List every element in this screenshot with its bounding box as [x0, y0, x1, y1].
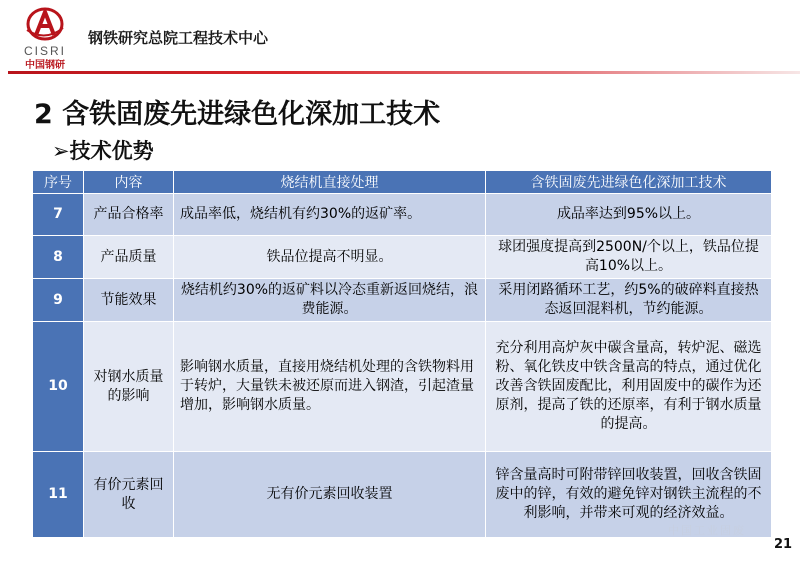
cisri-logo: [12, 6, 78, 71]
header-advanced: 含铁固废先进绿色化深加工技术: [486, 171, 772, 194]
row-number: 10: [33, 322, 84, 452]
row-advanced-cell: 锌含量高时可附带锌回收装置，回收含铁固废中的锌，有效的避免锌对钢铁主流程的不利影响，并带来可观的经济效益。: [486, 452, 772, 538]
row-advanced-cell: 成品率达到95%以上。: [486, 194, 772, 236]
row-number: 11: [33, 452, 84, 538]
row-advanced-cell: 采用闭路循环工艺，约5%的破碎料直接热态返回混料机，节约能源。: [486, 279, 772, 322]
row-item: 对钢水质量的影响: [84, 322, 174, 452]
logo-emblem-icon: [25, 6, 65, 44]
table-row: [33, 194, 772, 236]
row-item: 产品质量: [84, 236, 174, 279]
row-number: 7: [33, 194, 84, 236]
table-row: [33, 279, 772, 322]
row-sinter-cell: 烧结机约30%的返矿料以冷态重新返回烧结，浪费能源。: [174, 279, 486, 322]
row-sinter-cell: 铁品位提高不明显。: [174, 236, 486, 279]
row-sinter-cell: 成品率低，烧结机有约30%的返矿率。: [174, 194, 486, 236]
row-number: 9: [33, 279, 84, 322]
comparison-table: [32, 170, 772, 538]
header-divider: [8, 71, 800, 74]
row-number: 8: [33, 236, 84, 279]
row-item: 有价元素回收: [84, 452, 174, 538]
slide-subtitle: ➢技术优势: [52, 139, 154, 163]
logo-text: CISRI: [23, 44, 66, 58]
row-sinter-cell: 影响钢水质量，直接用烧结机处理的含铁物料用于转炉，大量铁未被还原而进入钢渣，引起渣量增加，影响钢水质量。: [174, 322, 486, 452]
table-row: [33, 452, 772, 538]
header-content: 内容: [84, 171, 174, 194]
row-item: 产品合格率: [84, 194, 174, 236]
row-item: 节能效果: [84, 279, 174, 322]
watermark-text: 中国工业固废: [668, 524, 746, 537]
row-advanced-cell: 充分利用高炉灰中碳含量高，转炉泥、磁选粉、氧化铁皮中铁含量高的特点，通过优化改善含铁固废配比，利用固废中的碳作为还原剂，提高了铁的还原率，有利于钢水质量的提高。: [486, 322, 772, 452]
table-row: [33, 322, 772, 452]
row-sinter-cell: 无有价元素回收装置: [174, 452, 486, 538]
page-number: 21: [774, 537, 793, 552]
row-advanced-cell: 球团强度提高到2500N/个以上，铁品位提高10%以上。: [486, 236, 772, 279]
logo-chinese-text: 中国钢研: [25, 60, 65, 71]
header-sinter: 烧结机直接处理: [174, 171, 486, 194]
table-row: [33, 236, 772, 279]
slide-title: 2 含铁固废先进绿色化深加工技术: [34, 99, 441, 130]
header-index: 序号: [33, 171, 84, 194]
table-header-row: [33, 171, 772, 194]
organization-name: 钢铁研究总院工程技术中心: [88, 29, 269, 47]
